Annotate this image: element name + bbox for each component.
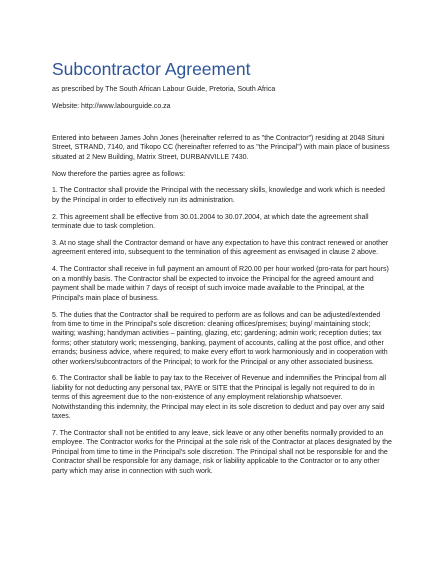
- clause-7: 7. The Contractor shall not be entitled to any leave, sick leave or any other benefits normally provided to an employee. The Contractor works for the Principal at the sole risk of the Contractor at places designated by the Principal from time to time in the Principal's sole discretion. The Principal shall not be responsible for and the Contractor shall be responsible for any damage, risk or liability applicable to the Contractor or to any other party which may arise in connection with such work.: [52, 429, 392, 475]
- document-page: [52, 58, 392, 476]
- clause-1: 1. The Contractor shall provide the Principal with the necessary skills, knowledge and work which is needed by the Principal in order to effectively run its administration.: [52, 187, 385, 204]
- clause-3: 3. At no stage shall the Contractor demand or have any expectation to have this contract renewed or another agreement entered into, subsequent to the termination of this agreement as envisaged in clause 2 above.: [52, 240, 389, 257]
- prescribed-by-line: as prescribed by The South African Labour Guide, Pretoria, South Africa: [52, 86, 276, 93]
- clause-4: 4. The Contractor shall receive in full payment an amount of R20.00 per hour worked (pro-rata for part hours) on a monthly basis. The Contractor shall be expected to invoice the Principal for the agreed amount and payment shall be made within 7 days of receipt of such invoice made available to the Principal, at the Principal's main place of business.: [52, 266, 389, 302]
- clause-2: 2. This agreement shall be effective from 30.01.2004 to 30.07.2004, at which date the agreement shall terminate due to task completion.: [52, 213, 369, 231]
- document-title: Subcontractor Agreement: [52, 59, 251, 79]
- clause-5: 5. The duties that the Contractor shall be required to perform are as follows and can be adjusted/extended from time to time in the Principal's sole discretion: cleaning offices/premises; buying/ maintaining stock; waiting; washing; handyman activities – painting, glazing, etc; gardening; admin work; reception duties; tax forms; other statutory work; messenging, banking, payment of accounts, calling at the post office, and other errands; business advice, where required; to make every effort to work harmoniously and in cooperation with other workers/subcontractors of the Principal; to work for the Principal or any other associated business.: [52, 311, 388, 366]
- website-line: Website: http://www.labourguide.co.za: [52, 103, 171, 111]
- clause-6: 6. The Contractor shall be liable to pay tax to the Receiver of Revenue and indemnifies the Principal from all liability for not deducting any personal tax, PAYE or SITE that the Principal is legally not required to do in terms of this agreement due to the non-existence of any employment relationship whatsoever. Notwithstanding this indemnity, the Principal may elect in its sole discretion to deduct and pay over any said taxes.: [52, 375, 387, 421]
- parties-paragraph: Entered into between James John Jones (hereinafter referred to as "the Contractor") residing at 2048 Situni Street, STRAND, 7140, and Tikopo CC (hereinafter referred to as "the Principal") with main place of business situated at 2 New Building, Matrix Street, DURBANVILLE 7430.: [52, 134, 390, 161]
- agreement-intro: Now therefore the parties agree as follows:: [52, 170, 186, 178]
